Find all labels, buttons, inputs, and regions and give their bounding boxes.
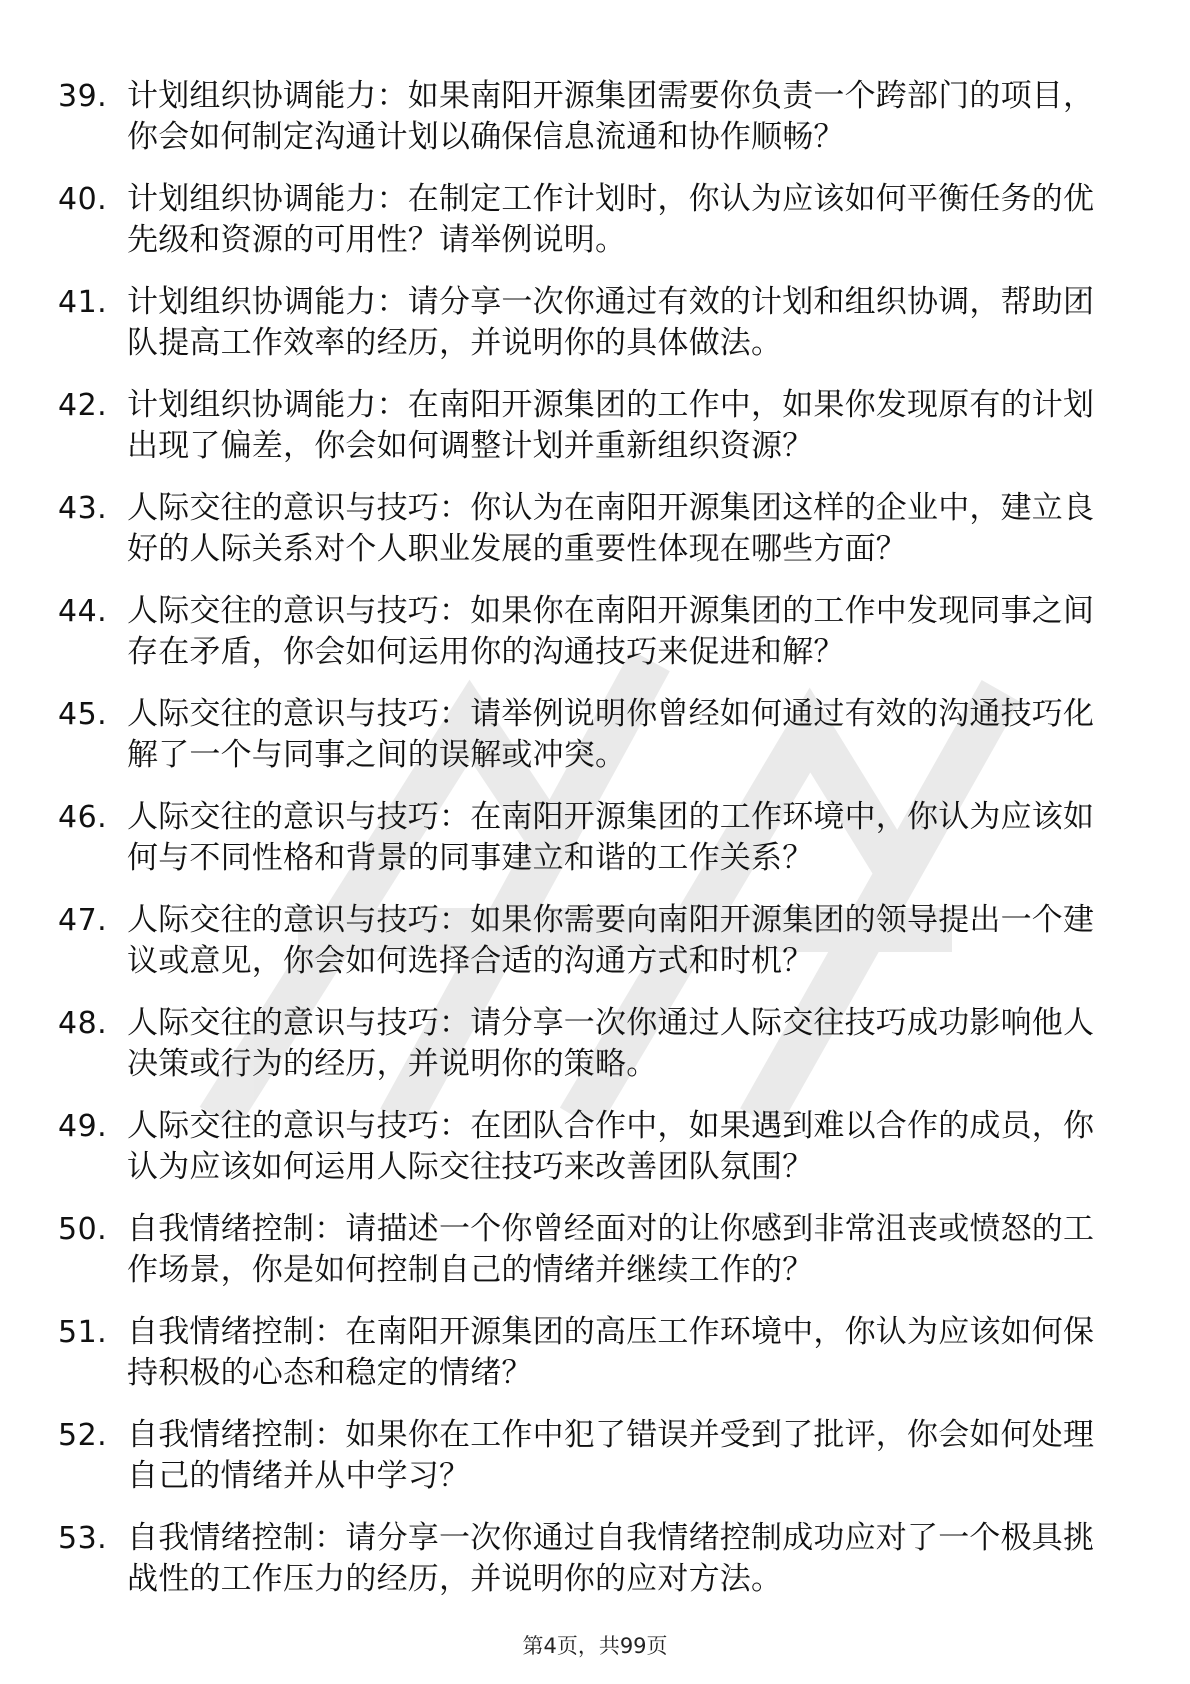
question-text: 人际交往的意识与技巧：你认为在南阳开源集团这样的企业中，建立良好的人际关系对个人职业发展的重要性体现在哪些方面？ (127, 490, 1095, 567)
list-item (58, 1415, 1118, 1518)
question-text: 人际交往的意识与技巧：请分享一次你通过人际交往技巧成功影响他人决策或行为的经历，并说明你的策略。 (127, 1005, 1095, 1082)
question-number: 53. (58, 1521, 108, 1556)
question-text: 人际交往的意识与技巧：如果你需要向南阳开源集团的领导提出一个建议或意见，你会如何选择合适的沟通方式和时机？ (127, 902, 1095, 979)
question-text: 人际交往的意识与技巧：在南阳开源集团的工作环境中，你认为应该如何与不同性格和背景的同事建立和谐的工作关系？ (127, 799, 1095, 876)
question-text: 自我情绪控制：请分享一次你通过自我情绪控制成功应对了一个极具挑战性的工作压力的经历，并说明你的应对方法。 (127, 1520, 1095, 1597)
page-number-footer: 第4页，共99页 (522, 1634, 668, 1658)
question-number: 51. (58, 1315, 108, 1350)
question-number: 40. (58, 182, 108, 217)
list-item (58, 1312, 1118, 1415)
question-text: 人际交往的意识与技巧：如果你在南阳开源集团的工作中发现同事之间存在矛盾，你会如何运用你的沟通技巧来促进和解？ (127, 593, 1095, 670)
list-item (58, 797, 1118, 900)
list-item (58, 1003, 1118, 1106)
question-list (58, 76, 1118, 1621)
question-number: 46. (58, 800, 108, 835)
question-number: 50. (58, 1212, 108, 1247)
question-number: 45. (58, 697, 108, 732)
list-item (58, 900, 1118, 1003)
question-text: 人际交往的意识与技巧：在团队合作中，如果遇到难以合作的成员，你认为应该如何运用人际交往技巧来改善团队氛围？ (127, 1108, 1095, 1185)
list-item (58, 385, 1118, 488)
question-text: 计划组织协调能力：在南阳开源集团的工作中，如果你发现原有的计划出现了偏差，你会如何调整计划并重新组织资源？ (127, 387, 1095, 464)
question-text: 自我情绪控制：如果你在工作中犯了错误并受到了批评，你会如何处理自己的情绪并从中学习？ (127, 1417, 1095, 1494)
list-item (58, 282, 1118, 385)
question-number: 43. (58, 491, 108, 526)
question-number: 47. (58, 903, 108, 938)
list-item (58, 591, 1118, 694)
question-number: 44. (58, 594, 108, 629)
question-number: 39. (58, 79, 108, 114)
list-item (58, 488, 1118, 591)
list-item (58, 76, 1118, 179)
question-text: 计划组织协调能力：请分享一次你通过有效的计划和组织协调，帮助团队提高工作效率的经历，并说明你的具体做法。 (127, 284, 1095, 361)
question-number: 52. (58, 1418, 108, 1453)
question-number: 41. (58, 285, 108, 320)
question-text: 计划组织协调能力：在制定工作计划时，你认为应该如何平衡任务的优先级和资源的可用性？请举例说明。 (127, 181, 1095, 258)
question-text: 自我情绪控制：请描述一个你曾经面对的让你感到非常沮丧或愤怒的工作场景，你是如何控制自己的情绪并继续工作的？ (127, 1211, 1095, 1288)
question-text: 人际交往的意识与技巧：请举例说明你曾经如何通过有效的沟通技巧化解了一个与同事之间的误解或冲突。 (127, 696, 1095, 773)
list-item (58, 694, 1118, 797)
question-number: 49. (58, 1109, 108, 1144)
list-item (58, 1518, 1118, 1621)
list-item (58, 179, 1118, 282)
question-number: 48. (58, 1006, 108, 1041)
question-text: 计划组织协调能力：如果南阳开源集团需要你负责一个跨部门的项目，你会如何制定沟通计划以确保信息流通和协作顺畅？ (127, 78, 1095, 155)
question-number: 42. (58, 388, 108, 423)
list-item (58, 1209, 1118, 1312)
list-item (58, 1106, 1118, 1209)
question-text: 自我情绪控制：在南阳开源集团的高压工作环境中，你认为应该如何保持积极的心态和稳定的情绪？ (127, 1314, 1095, 1391)
